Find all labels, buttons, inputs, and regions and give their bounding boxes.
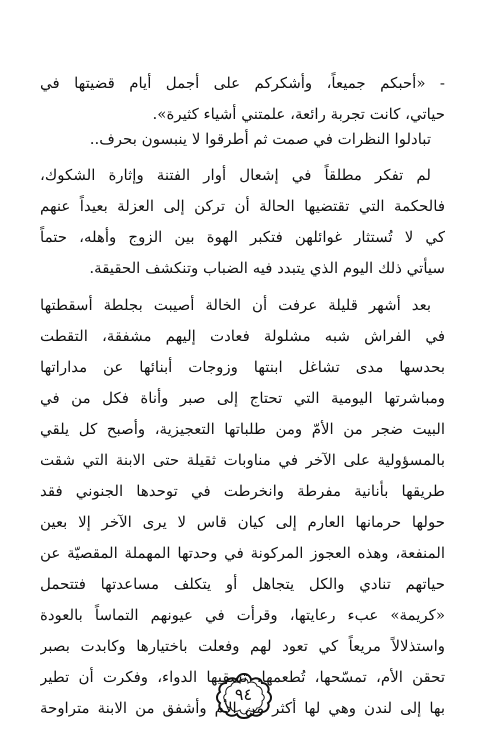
- text-line: المنفعة، وهذه العجوز المركونة في وحدتها المهملة المقصيّة عن: [40, 544, 445, 562]
- text-line: بحدسها مدى تشاغل ابنتها وزوجات أبنائها عن مداراتها: [40, 358, 445, 376]
- text-line: طريقها بأنانية مفرطة وانخرطت في توحدها الجنوني فقد: [40, 482, 445, 500]
- paragraph-farewell-quote: [40, 68, 445, 130]
- text-line: سيأتي ذلك اليوم الذي يتبدد فيه الضباب وتنكشف الحقيقة.: [89, 259, 445, 277]
- text-line: في الفراش شبه مشلولة فعادت إليهم مشفقة، التقطت: [40, 327, 445, 345]
- text-line: البيت ضجر من الأمّ ومن طلباتها التعجيزية، وأصبح كل يلقي: [40, 420, 445, 438]
- paragraph-silent-glances: [40, 124, 445, 155]
- text-line: بعد أشهر قليلة عرفت أن الخالة أصيبت بجلطة أسقطتها: [40, 296, 431, 314]
- text-line: بالمسؤولية على الآخر في مناوبات ثقيلة حتى الابنة التي شقت: [40, 451, 445, 469]
- text-line: حياتهم تنادي والكل يتجاهل أو يتكلف مساعدتها فتتحمل: [40, 575, 445, 593]
- text-line: «كريمة» عبء رعايتها، وقرأت في عيونهم التماساً بالعودة: [40, 606, 445, 624]
- paragraph-aunt-stroke: [40, 290, 445, 724]
- text-line: فالحكمة التي تقتضيها الحالة أن تركن إلى العزلة بعيداً عنهم: [40, 197, 445, 215]
- text-line: - «أحبكم جميعاً، وأشكركم على أجمل أيام قضيتها في: [40, 74, 445, 92]
- text-line: واستذلالاً مريعاً كي تعود لهم وفعلت باختيارها وكابدت بصبر: [40, 637, 445, 655]
- text-line: كي لا تُستثار غوائلهن فتكبر الهوة بين الزوج وأهله، حتماً: [40, 228, 445, 246]
- text-line: ومباشرتها اليومية التي تحتاج إلى صبر وأناة فكل من في: [40, 389, 445, 407]
- paragraph-wisdom: [40, 160, 445, 284]
- text-line: حولها حرمانها العارم إلى كيان قاس لا يرى الآخر إلا بعين: [40, 513, 445, 531]
- text-line: تحقن الأم، تمسّحها، تُطعمها، تسقيها الدواء، وفكرت أن تطير: [40, 668, 445, 686]
- text-line: بها إلى لندن وهي لها أكثر من الأم وأشفق من الابنة متراوحة: [40, 699, 445, 717]
- page-number: ٩٤: [234, 685, 253, 704]
- text-line: تبادلوا النظرات في صمت ثم أطرقوا لا ينبسون بحرف..: [89, 130, 431, 148]
- page-number-ornament: [213, 670, 275, 720]
- text-line: لم تفكر مطلقاً في إشعال أوار الفتنة وإثارة الشكوك،: [40, 166, 431, 184]
- text-line: حياتي، كانت تجربة رائعة، علمتني أشياء كثيرة».: [152, 105, 445, 123]
